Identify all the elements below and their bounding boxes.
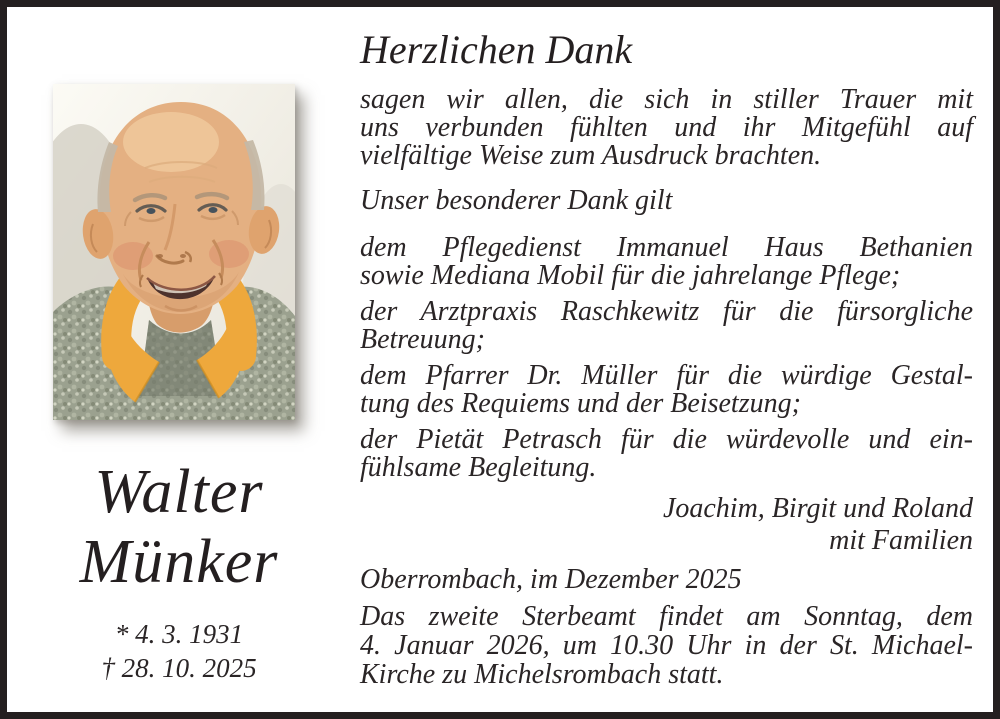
deceased-name — [14, 457, 344, 597]
text-line: Kirche zu Michelsrombach statt. — [360, 659, 724, 690]
thanks-item-pfarrer — [360, 362, 973, 418]
deceased-first-name: Walter — [94, 458, 264, 526]
text-line: 4. Januar 2026, um 10.30 Uhr in der St. Michael- — [360, 630, 973, 661]
text-line: der Arztpraxis Raschkewitz für die fürsorgliche — [360, 296, 973, 327]
thanks-item-arztpraxis — [360, 298, 973, 354]
signature — [360, 493, 973, 557]
signature-families: mit Familien — [829, 525, 973, 556]
thanks-item-pietaet — [360, 426, 973, 482]
birth-date: * 4. 3. 1931 — [114, 619, 244, 649]
portrait-photo — [53, 84, 295, 420]
text-line: Das zweite Sterbeamt findet am Sonntag, dem — [360, 601, 973, 632]
text-line: uns verbunden fühlten und ihr Mitgefühl auf — [360, 112, 973, 143]
text-line: fühlsame Begleitung. — [360, 452, 597, 483]
place-and-date — [360, 566, 973, 594]
text-line: vielfältige Weise zum Ausdruck brachten. — [360, 140, 822, 171]
memorial-service-announcement — [360, 602, 973, 689]
text-line: dem Pfarrer Dr. Müller für die würdige Gestal- — [360, 360, 973, 391]
text-line: sagen wir allen, die sich in stiller Trauer mit — [360, 84, 973, 115]
thanks-item-pflegedienst — [360, 234, 973, 290]
thanks-heading: Herzlichen Dank — [360, 27, 633, 72]
text-line: der Pietät Petrasch für die würdevolle und ein- — [360, 424, 973, 455]
portrait-illustration — [53, 84, 295, 420]
text-line: Oberrombach, im Dezember 2025 — [360, 564, 742, 595]
text-line: sowie Mediana Mobil für die jahrelange Pflege; — [360, 260, 901, 291]
text-line: tung des Requiems und der Beisetzung; — [360, 388, 801, 419]
intro-paragraph — [360, 86, 973, 170]
life-dates — [14, 617, 344, 685]
deceased-last-name: Münker — [79, 528, 279, 596]
death-date: † 28. 10. 2025 — [101, 653, 257, 683]
text-line: dem Pflegedienst Immanuel Haus Bethanien — [360, 232, 973, 263]
text-line: Unser besonderer Dank gilt — [360, 185, 673, 216]
special-thanks-lead — [360, 187, 973, 215]
signature-names: Joachim, Birgit und Roland — [662, 493, 973, 524]
text-line: Betreuung; — [360, 324, 485, 355]
